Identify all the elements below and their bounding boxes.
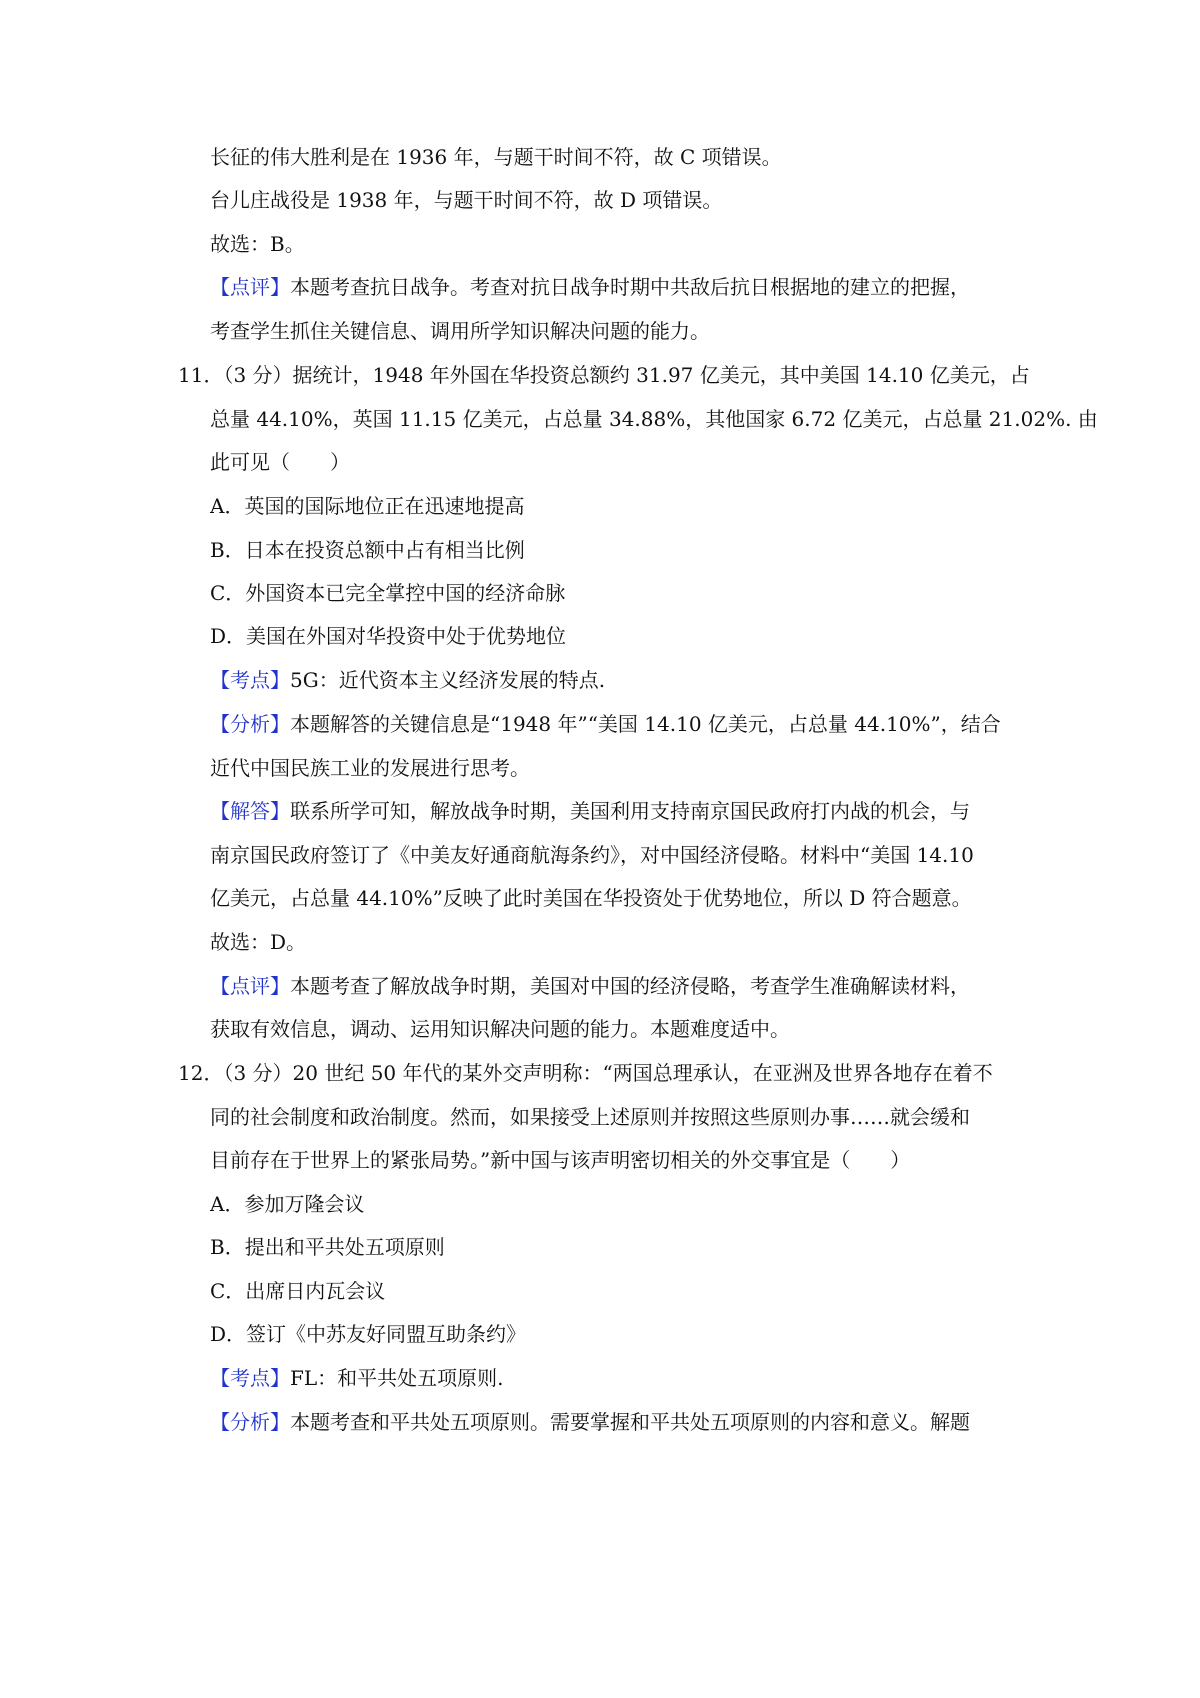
- jieda-tag: 【解答】: [210, 799, 290, 823]
- q11-kaodian: [210, 666, 605, 694]
- q11-option-b: B．日本在投资总额中占有相当比例: [210, 538, 525, 562]
- kaodian-tag: 【考点】: [210, 668, 290, 692]
- kaodian-tag: 【考点】: [210, 1366, 290, 1390]
- fenxi-text: 本题解答的关键信息是“1948 年”“美国 14.10 亿美元，占总量 44.10%”，结合: [290, 712, 1001, 736]
- q11-review-line: 获取有效信息，调动、运用知识解决问题的能力。本题难度适中。: [210, 1017, 790, 1041]
- q11-option-c: C．外国资本已完全掌控中国的经济命脉: [210, 581, 566, 605]
- review-tag: 【点评】: [210, 974, 290, 998]
- question-12-stem-line: 目前存在于世界上的紧张局势。”新中国与该声明密切相关的外交事宜是（ ）: [210, 1148, 911, 1172]
- q11-option-d: D．美国在外国对华投资中处于优势地位: [210, 624, 567, 648]
- q11-review: [210, 972, 970, 1000]
- q11-jieda-line: 南京国民政府签订了《中美友好通商航海条约》，对中国经济侵略。材料中“美国 14.10: [210, 843, 974, 867]
- jieda-text: 联系所学可知，解放战争时期，美国利用支持南京国民政府打内战的机会，与: [290, 799, 970, 823]
- review-text: 本题考查了解放战争时期，美国对中国的经济侵略，考查学生准确解读材料，: [290, 974, 970, 998]
- q12-option-d: D．签订《中苏友好同盟互助条约》: [210, 1322, 527, 1346]
- q11-fenxi-line: 近代中国民族工业的发展进行思考。: [210, 756, 530, 780]
- prev-review-line: 考查学生抓住关键信息、调用所学知识解决问题的能力。: [210, 319, 710, 343]
- question-11-stem-line: 总量 44.10%，英国 11.15 亿美元，占总量 34.88%，其他国家 6.72 亿美元，占总量 21.02%. 由: [210, 407, 1098, 431]
- question-11-stem: 11．（3 分）据统计，1948 年外国在华投资总额约 31.97 亿美元，其中美国 14.10 亿美元，占: [178, 363, 1030, 387]
- fenxi-tag: 【分析】: [210, 1410, 290, 1434]
- question-12-stem-line: 同的社会制度和政治制度。然而，如果接受上述原则并按照这些原则办事……就会缓和: [210, 1105, 970, 1129]
- kaodian-text: 5G：近代资本主义经济发展的特点.: [290, 668, 606, 692]
- prev-analysis-line: 长征的伟大胜利是在 1936 年，与题干时间不符，故 C 项错误。: [210, 145, 782, 169]
- review-tag: 【点评】: [210, 275, 290, 299]
- prev-analysis-line: 台儿庄战役是 1938 年，与题干时间不符，故 D 项错误。: [210, 188, 723, 212]
- prev-review: [210, 273, 970, 301]
- q11-option-a: A．英国的国际地位正在迅速地提高: [210, 494, 525, 518]
- q12-option-a: A．参加万隆会议: [210, 1192, 365, 1216]
- q12-option-b: B．提出和平共处五项原则: [210, 1235, 445, 1259]
- question-12-stem: 12．（3 分）20 世纪 50 年代的某外交声明称：“两国总理承认，在亚洲及世界各地存在着不: [178, 1061, 993, 1085]
- kaodian-text: FL：和平共处五项原则.: [290, 1366, 504, 1390]
- q11-answer: 故选：D。: [210, 930, 307, 954]
- fenxi-text: 本题考查和平共处五项原则。需要掌握和平共处五项原则的内容和意义。解题: [290, 1410, 970, 1434]
- prev-answer: 故选：B。: [210, 232, 305, 256]
- fenxi-tag: 【分析】: [210, 712, 290, 736]
- q11-fenxi: [210, 710, 1001, 738]
- q12-option-c: C．出席日内瓦会议: [210, 1279, 386, 1303]
- review-text: 本题考查抗日战争。考查对抗日战争时期中共敌后抗日根据地的建立的把握，: [290, 275, 970, 299]
- question-11-stem-line: 此可见（ ）: [210, 450, 350, 474]
- q11-jieda-line: 亿美元，占总量 44.10%”反映了此时美国在华投资处于优势地位，所以 D 符合题意。: [210, 886, 972, 910]
- q12-fenxi: [210, 1408, 970, 1436]
- q12-kaodian: [210, 1364, 504, 1392]
- q11-jieda: [210, 797, 970, 825]
